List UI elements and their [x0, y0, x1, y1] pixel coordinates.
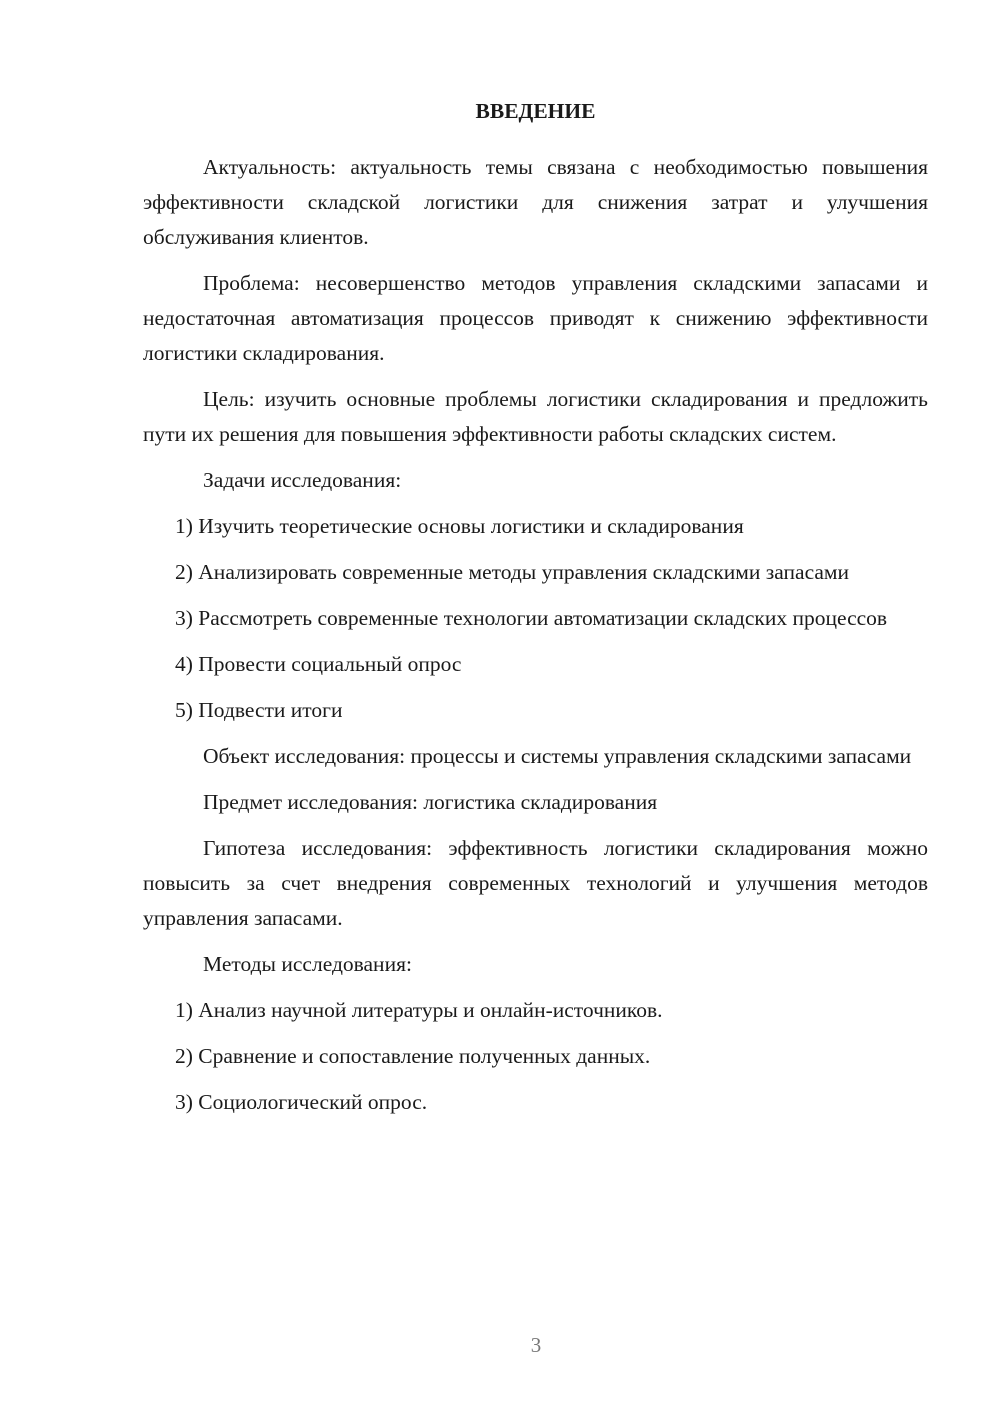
- subject-paragraph: Предмет исследования: логистика складирования: [203, 790, 658, 814]
- hypothesis-paragraph: Гипотеза исследования: эффективность логистики складирования можно повысить за счет внедрения современных технологий и улучшения методов управления запасами.: [143, 836, 928, 930]
- object-paragraph: Объект исследования: процессы и системы управления складскими запасами: [203, 744, 912, 768]
- task-item-5: 5) Подвести итоги: [175, 698, 343, 722]
- task-item-3: 3) Рассмотреть современные технологии автоматизации складских процессов: [175, 606, 888, 630]
- method-item-2: 2) Сравнение и сопоставление полученных данных.: [175, 1044, 651, 1068]
- section-title: ВВЕДЕНИЕ: [475, 99, 596, 123]
- task-item-2: 2) Анализировать современные методы управления складскими запасами: [175, 560, 850, 584]
- page-number: 3: [530, 1333, 542, 1357]
- method-item-3: 3) Социологический опрос.: [175, 1090, 428, 1114]
- problem-paragraph: Проблема: несовершенство методов управления складскими запасами и недостаточная автоматизация процессов приводят к снижению эффективности логистики складирования.: [143, 271, 928, 365]
- goal-paragraph: Цель: изучить основные проблемы логистики складирования и предложить пути их решения для повышения эффективности работы складских систем.: [143, 387, 928, 446]
- task-item-4: 4) Провести социальный опрос: [175, 652, 462, 676]
- tasks-heading: Задачи исследования:: [203, 468, 402, 492]
- methods-heading: Методы исследования:: [203, 952, 412, 976]
- task-item-1: 1) Изучить теоретические основы логистики и складирования: [175, 514, 744, 538]
- document-page: [143, 95, 928, 1131]
- method-item-1: 1) Анализ научной литературы и онлайн-источников.: [175, 998, 663, 1022]
- relevance-paragraph: Актуальность: актуальность темы связана с необходимостью повышения эффективности складской логистики для снижения затрат и улучшения обслуживания клиентов.: [143, 155, 928, 249]
